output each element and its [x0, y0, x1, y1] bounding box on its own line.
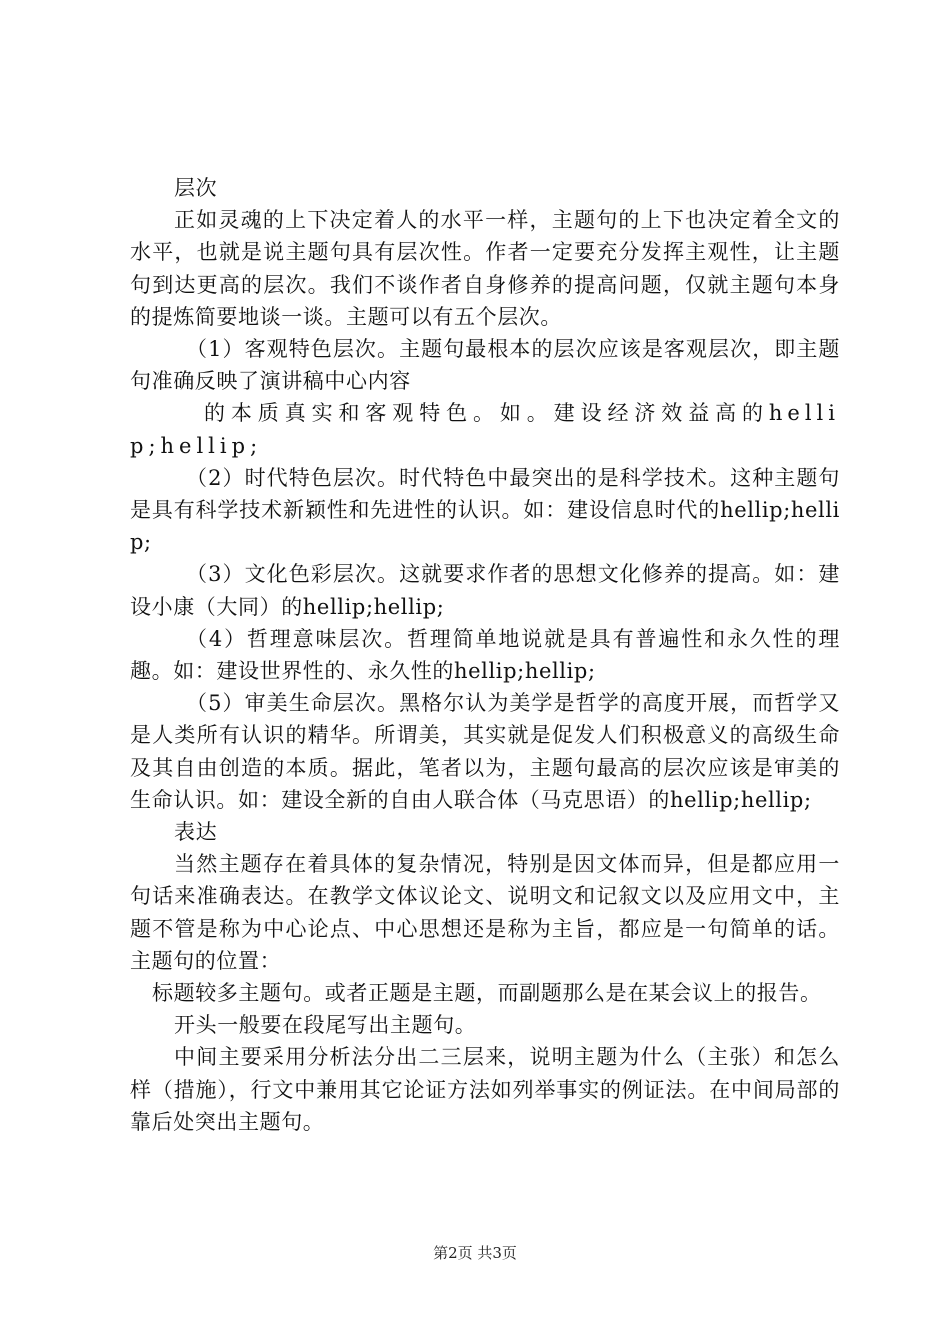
paragraph-level-1-cont: 的本质真实和客观特色。如。建设经济效益高的hellip;hellip; [130, 401, 840, 458]
paragraph-level-3: （3）文化色彩层次。这就要求作者的思想文化修养的提高。如：建设小康（大同）的hellip;hellip; [130, 562, 840, 619]
paragraph-expression: 当然主题存在着具体的复杂情况，特别是因文体而异，但是都应用一句话来准确表达。在教学文体议论文、说明文和记叙文以及应用文中，主题不管是称为中心论点、中心思想还是称为主旨，都应是一句简单的话。主题句的位置： [130, 852, 840, 973]
paragraph-intro: 正如灵魂的上下决定着人的水平一样，主题句的上下也决定着全文的水平，也就是说主题句具有层次性。作者一定要充分发挥主观性，让主题句到达更高的层次。我们不谈作者自身修养的提高问题，仅就主题句本身的提炼简要地谈一谈。主题可以有五个层次。 [130, 208, 840, 329]
paragraph-middle-position: 中间主要采用分析法分出二三层来，说明主题为什么（主张）和怎么样（措施），行文中兼用其它论证方法如列举事实的例证法。在中间局部的靠后处突出主题句。 [130, 1045, 840, 1134]
paragraph-level-5: （5）审美生命层次。黑格尔认为美学是哲学的高度开展，而哲学又是人类所有认识的精华。所谓美，其实就是促发人们积极意义的高级生命及其自由创造的本质。据此，笔者以为，主题句最高的层次应该是审美的生命认识。如：建设全新的自由人联合体（马克思语）的hellip;hellip; [130, 691, 840, 812]
section-heading-expression: 表达 [174, 820, 218, 845]
paragraph-opening-position: 开头一般要在段尾写出主题句。 [174, 1013, 477, 1038]
paragraph-level-2: （2）时代特色层次。时代特色中最突出的是科学技术。这种主题句是具有科学技术新颖性和先进性的认识。如：建设信息时代的hellip;hellip; [130, 465, 840, 555]
page-number-footer: 第2页 共3页 [433, 1244, 517, 1262]
section-heading-levels: 层次 [174, 176, 218, 200]
paragraph-level-4: （4）哲理意味层次。哲理简单地说就是具有普遍性和永久性的理趣。如：建设世界性的、永久性的hellip;hellip; [130, 626, 840, 684]
paragraph-title-position: 标题较多主题句。或者正题是主题，而副题那么是在某会议上的报告。 [152, 981, 822, 1006]
document-body [130, 172, 840, 1138]
paragraph-level-1: （1）客观特色层次。主题句最根本的层次应该是客观层次，即主题句准确反映了演讲稿中心内容 [130, 337, 840, 394]
